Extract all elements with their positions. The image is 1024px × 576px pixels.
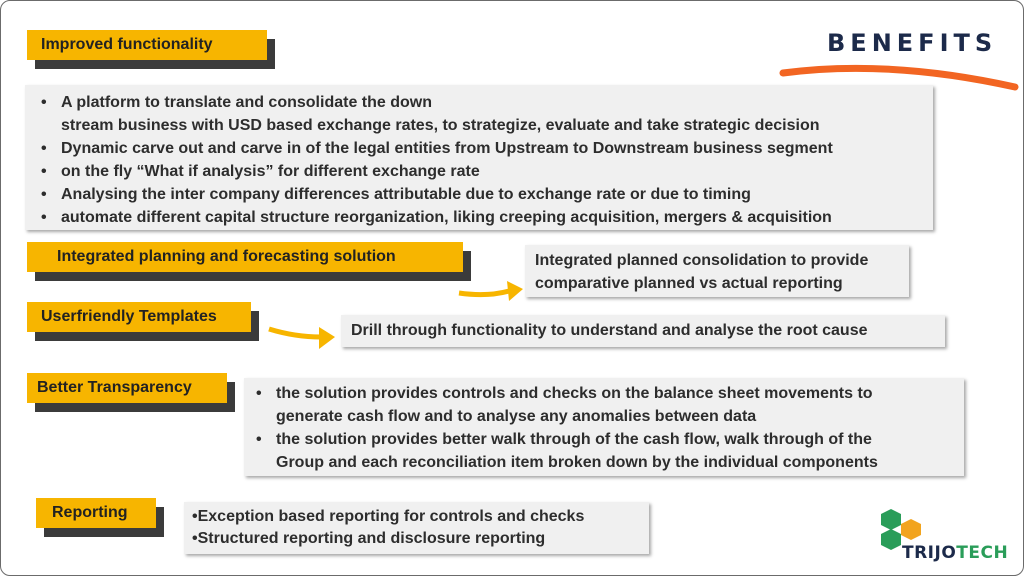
tag-label: Integrated planning and forecasting solution (27, 242, 463, 272)
list-item: • on the fly “What if analysis” for different exchange rate (33, 160, 925, 183)
tag-label: Better Transparency (27, 373, 227, 403)
tag-label: Reporting (36, 498, 156, 528)
list-item: • Analysing the inter company differences attributable due to exchange rate or due to timing (33, 183, 925, 206)
reporting-box (184, 502, 649, 554)
better-transparency-box (244, 378, 964, 476)
integrated-planning-box: Integrated planned consolidation to provide comparative planned vs actual reporting (525, 245, 909, 297)
list-item: • A platform to translate and consolidate the down stream business with USD based exchange rates, to strategize, evaluate and take strategic decision (33, 91, 925, 137)
arrow-icon (267, 323, 341, 355)
tag-integrated-planning (27, 242, 463, 272)
logo-text: TRIJOTECH (902, 543, 1009, 563)
list-item: • automate different capital structure reorganization, liking creeping acquisition, mergers & acquisition (33, 206, 925, 229)
tag-better-transparency (27, 373, 227, 403)
list-item: •Exception based reporting for controls and checks (192, 508, 585, 525)
list-item: • the solution provides controls and checks on the balance sheet movements to generate cash flow and to analyse any anomalies between data (248, 382, 960, 428)
list-item: •Structured reporting and disclosure reporting (192, 530, 546, 547)
improved-functionality-box (25, 85, 933, 230)
tag-improved-functionality (27, 30, 267, 60)
list-item: • Dynamic carve out and carve in of the legal entities from Upstream to Downstream business segment (33, 137, 925, 160)
tag-userfriendly-templates (27, 302, 251, 332)
userfriendly-templates-box: Drill through functionality to understand and analyse the root cause (341, 315, 945, 347)
page-title: BENEFITS (827, 29, 998, 57)
tag-reporting (36, 498, 156, 528)
arrow-icon (457, 271, 527, 307)
list-item: • the solution provides better walk through of the cash flow, walk through of the Group and each reconciliation item broken down by the individual components (248, 428, 960, 474)
tag-label: Improved functionality (27, 30, 267, 60)
tag-label: Userfriendly Templates (27, 302, 251, 332)
